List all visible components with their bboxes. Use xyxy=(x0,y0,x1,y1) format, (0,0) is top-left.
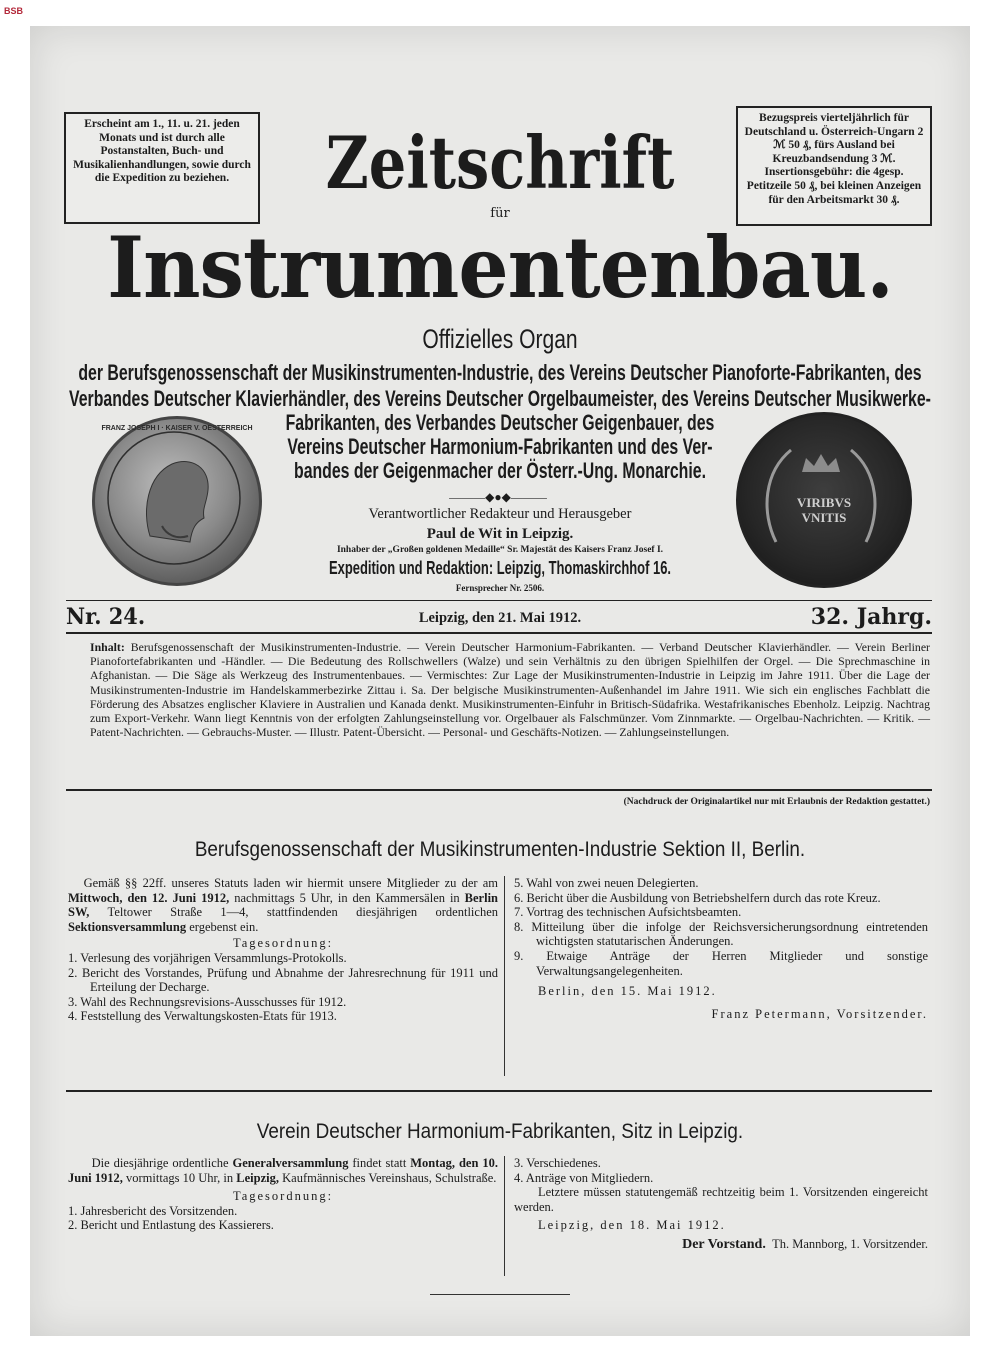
article1-place: Berlin SW, xyxy=(68,890,499,920)
contents-text: Berufsgenossenschaft der Musikinstrumenten-Industrie. — Verein Deutscher Harmonium-Fabrikanten. — Verband Deutscher Klavierhändler. — Verein Berliner Pianofortefabrikanten und -Händler. — Die Bedeutung des Rollschwellers (Walze) und sein Verhältnis zu den übrigen Spielhilfen der Orgel. — Die Sprechmaschine in Afghanistan. — Die Säge als Werkzeug des Instrumentenbaues. — Vermischtes: Zur Lage der Musikinstrumenten-Industrie in Leipzig im Jahre 1911. Über die Lage der Musikinstrumenten-Industrie im Handelskammerbezirke Zittau i. Sa. Der belgische Musikinstrumenten-Außenhandel im Jahre 1911. Wie sich ein englisches Fachblatt die Förderung des Absatzes englischer Klaviere in Australien und Kanada denkt. Musikinstrumenten-Einfuhr in Britisch-Südafrika. Westafrikanisches Ebenholz. Leipzig. Nachtrag zum Export-Verkehr. Wann liegt Kenntnis von der erfolgten Zahlungseinstellung vor. Orgelbauer als Falschmünzer. Vom Zinnmarkte. — Orgelbau-Nachrichten. — Kritik. — Patent-Nachrichten. — Gebrauchs-Muster. — Illustr. Patent-Übersicht. — Personal- und Geschäfts-Notizen. — Zahlungseinstellungen. xyxy=(90,640,930,740)
agenda-item: 2. Bericht des Vorstandes, Prüfung und Abnahme der Jahresrechnung für 1911 und Erteilung der Decharge. xyxy=(68,965,498,995)
title-fur: für xyxy=(490,206,510,221)
agenda-item: 5. Wahl von zwei neuen Delegierten. xyxy=(514,876,699,890)
article2-place-date: Leipzig, den 18. Mai 1912. xyxy=(538,1218,726,1233)
left-medal-emperor-portrait xyxy=(92,416,262,586)
article2-intro-1: Die diesjährige ordentliche xyxy=(91,1156,233,1170)
title-zeitschrift: Zeitschrift xyxy=(325,120,675,205)
article1-agenda-right xyxy=(514,876,928,978)
article1-column-divider xyxy=(504,876,505,1076)
article2-signature-bold: Der Vorstand. xyxy=(682,1236,766,1252)
article2-intro-2: findet statt xyxy=(348,1156,411,1170)
editor-name: Paul de Wit in Leipzig. xyxy=(426,526,574,542)
article2-intro-4: Kaufmännisches Vereinshaus, Schulstraße. xyxy=(279,1170,497,1185)
article2-intro xyxy=(68,1156,498,1185)
article1-right-column xyxy=(514,876,928,1021)
article1-place-date: Berlin, den 15. Mai 1912. xyxy=(538,984,717,999)
agenda-item: 9. Etwaige Anträge der Herren Mitglieder und sonstige Verwaltungsangelegenheiten. xyxy=(514,948,928,978)
article1-intro-4: ergebenst ein. xyxy=(186,919,259,934)
article1-intro-3: Teltower Straße 1—4, stattfindenden diesjährigen ordentlichen xyxy=(89,905,498,920)
subscription-info-text: Erscheint am 1., 11. u. 21. jeden Monats und ist durch alle Postanstalten, Buch- und Musikalienhandlungen, sowie durch die Expedition zu beziehen. xyxy=(73,118,251,185)
organs-line-5: bandes der Geigenmacher der Österr.-Ung. Monarchie. xyxy=(294,458,706,483)
agenda-item: 1. Jahresbericht des Vorsitzenden. xyxy=(68,1203,238,1218)
article2-date: Montag, den 10. Juni 1912, xyxy=(68,1156,498,1185)
article2-column-divider xyxy=(504,1156,505,1276)
article2-right-column xyxy=(514,1156,928,1253)
article1-agenda-title: Tagesordnung: xyxy=(232,936,334,951)
expedition-address: Expedition und Redaktion: Leipzig, Thomaskirchhof 16. xyxy=(328,558,672,578)
organs-line-3: Fabrikanten, des Verbandes Deutscher Geigenbauer, des xyxy=(285,410,715,435)
article2-left-column xyxy=(68,1156,498,1233)
contents-label: Inhalt: xyxy=(90,640,125,654)
article2-heading: Verein Deutscher Harmonium-Fabrikanten, Sitz in Leipzig. xyxy=(256,1120,744,1143)
organs-line-1: der Berufsgenossenschaft der Musikinstrumenten-Industrie, des Vereins Deutscher Pianoforte-Fabrikanten, des xyxy=(78,360,922,385)
agenda-item: 3. Wahl des Rechnungsrevisions-Ausschusses für 1912. xyxy=(68,994,347,1009)
agenda-item: 2. Bericht und Entlastung des Kassierers. xyxy=(68,1218,274,1233)
article2-intro-3: vormittags 10 Uhr, in xyxy=(122,1170,237,1185)
article1-bottom-rule xyxy=(66,1090,932,1092)
editor-line: Verantwortlicher Redakteur und Herausgeber xyxy=(368,506,632,522)
article2-event: Generalversammlung xyxy=(232,1156,349,1170)
article2-place: Leipzig, xyxy=(236,1170,279,1185)
subscription-info-box xyxy=(64,112,260,224)
contents-rule xyxy=(66,789,932,791)
library-mark: BSB xyxy=(4,6,24,16)
medal-holder-line: Inhaber der „Großen goldenen Medaille“ Sr. Majestät des Kaisers Franz Josef I. xyxy=(336,545,664,555)
article1-agenda-left xyxy=(68,951,498,1024)
article2-agenda-left xyxy=(68,1204,498,1233)
agenda-item: 7. Vortrag des technischen Aufsichtsbeamten. xyxy=(514,905,742,920)
end-rule xyxy=(430,1294,570,1295)
article2-agenda-right xyxy=(514,1156,928,1185)
subtitle-organ: Offizielles Organ xyxy=(422,324,578,354)
article1-date: Mittwoch, den 12. Juni 1912, xyxy=(68,890,230,905)
article1-event: Sektionsversammlung xyxy=(68,919,187,934)
reprint-note: (Nachdruck der Originalartikel nur mit Erlaubnis der Redaktion gestattet.) xyxy=(623,797,930,807)
article2-signature-line xyxy=(514,1237,928,1253)
right-medal-inscription: VIRIBVS VNITIS xyxy=(796,495,852,525)
agenda-item: 4. Feststellung des Verwaltungskosten-Etats für 1913. xyxy=(68,1009,337,1024)
contents-section xyxy=(90,640,930,739)
article1-left-column xyxy=(68,876,498,1024)
portrait-icon xyxy=(92,416,256,580)
issue-year: 32. Jahrg. xyxy=(810,604,932,630)
issue-bottom-rule xyxy=(66,632,932,634)
ornament-divider: ―――◆●◆――― xyxy=(449,490,547,504)
agenda-item: 4. Anträge von Mitgliedern. xyxy=(514,1170,654,1185)
right-medal-viribus-unitis xyxy=(736,412,912,588)
organs-line-2: Verbandes Deutscher Klavierhändler, des Vereins Deutscher Orgelbaumeister, des Vereins Deutscher Musikwerke- xyxy=(69,386,931,411)
article1-signature: Franz Petermann, Vorsitzender. xyxy=(711,1006,928,1021)
agenda-item: 1. Verlesung des vorjährigen Versammlungs-Protokolls. xyxy=(68,950,347,965)
article1-intro xyxy=(68,876,498,934)
left-medal-inscription: FRANZ JOSEPH I · KAISER V. OESTERREICH xyxy=(101,425,253,432)
article2-note: Letztere müssen statutengemäß rechtzeitig beim 1. Vorsitzenden eingereicht werden. xyxy=(514,1185,928,1214)
article1-intro-1: Gemäß §§ 22ff. unseres Statuts laden wir hiermit unsere Mitglieder zu der am xyxy=(83,876,499,890)
article1-intro-2: nachmittags 5 Uhr, in den Kammersälen in xyxy=(229,890,465,905)
issue-number: Nr. 24. xyxy=(66,604,146,630)
price-info-text: Bezugspreis vierteljährlich für Deutschland u. Österreich-Ungarn 2 ℳ 50 ₰, fürs Ausland bei Kreuzbandsendung 3 ℳ. Insertionsgebühr: die 4gesp. Petitzeile 50 ₰, bei kleinen Anzeigen für den Arbeitsmarkt 30 ₰. xyxy=(744,112,924,206)
newspaper-page xyxy=(30,26,970,1336)
agenda-item: 6. Bericht über die Ausbildung von Betriebshelfern durch das rote Kreuz. xyxy=(514,890,881,905)
issue-date: Leipzig, den 21. Mai 1912. xyxy=(418,610,582,626)
price-info-box xyxy=(736,106,932,226)
article2-signature: Th. Mannborg, 1. Vorsitzender. xyxy=(772,1236,928,1251)
organs-line-4: Vereins Deutscher Harmonium-Fabrikanten und des Ver- xyxy=(287,434,713,459)
title-instrumentenbau: Instrumentenbau. xyxy=(107,218,893,317)
article2-agenda-title: Tagesordnung: xyxy=(232,1189,334,1204)
article1-heading: Berufsgenossenschaft der Musikinstrumenten-Industrie Sektion II, Berlin. xyxy=(194,838,806,861)
phone-number: Fernsprecher Nr. 2506. xyxy=(455,583,545,593)
agenda-item: 3. Verschiedenes. xyxy=(514,1156,601,1170)
issue-top-rule xyxy=(66,600,932,601)
agenda-item: 8. Mitteilung über die infolge der Reichsversicherungsordnung eintretenden wichtigsten statutarischen Änderungen. xyxy=(514,919,928,949)
